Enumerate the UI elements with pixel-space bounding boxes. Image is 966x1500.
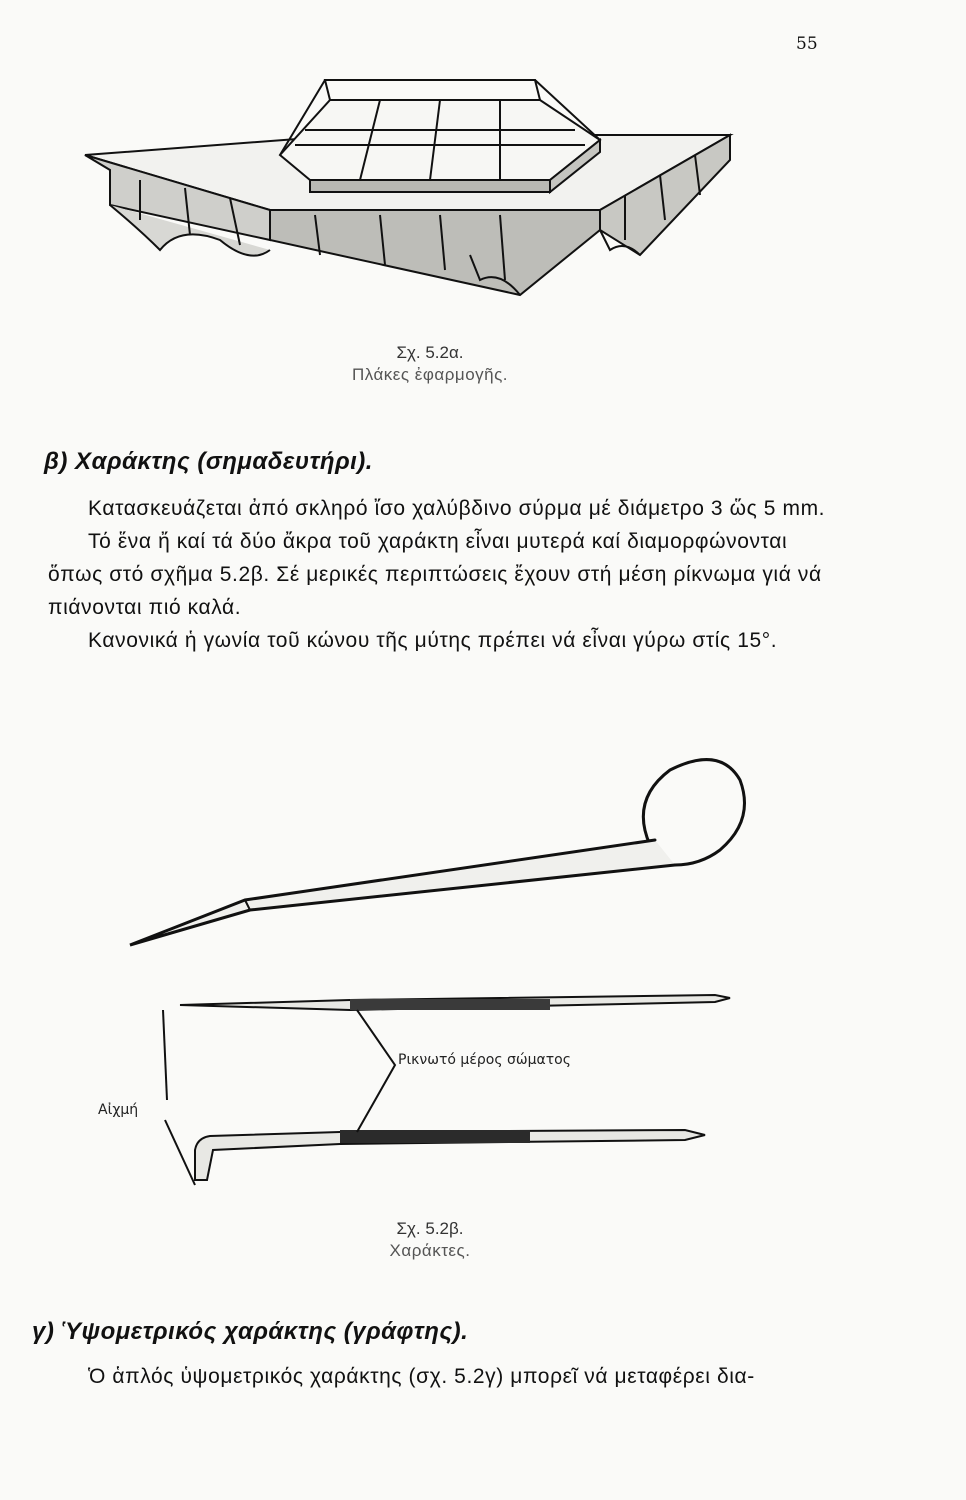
upper-knurl (350, 999, 550, 1010)
label-tip: Αἰχμή (98, 1102, 139, 1118)
label-knurled-body: Ρικνωτό μέρος σώματος (398, 1052, 571, 1068)
figure-a-title: Πλάκες ἐφαρμογῆς. (351, 365, 509, 384)
section-b-heading: β) Χαράκτης (σημαδευτήρι). (44, 448, 373, 475)
paragraph-c: Ὁ ἁπλός ὑψομετρικός χαράκτης (σχ. 5.2γ) μπορεῖ νά μεταφέρει δια- (88, 1365, 755, 1388)
figure-surface-plates (80, 80, 760, 320)
figure-b-caption (330, 1218, 530, 1262)
small-plate-top (280, 100, 600, 180)
figure-b-number: Σχ. 5.2β. (396, 1219, 464, 1238)
section-c-body (48, 1360, 848, 1393)
section-c-heading: γ) Ὑψομετρικός χαράκτης (γράφτης). (32, 1318, 469, 1345)
lower-knurl (340, 1130, 530, 1143)
paragraph-3: Κανονικά ἡ γωνία τοῦ κώνου τῆς μύτης πρέπει νά εἶναι γύρω στίς 15°. (88, 629, 778, 652)
figure-b-title: Χαράκτες. (389, 1241, 471, 1260)
figure-scriber-hooked (110, 740, 750, 960)
section-b-body (48, 492, 838, 657)
figure-a-number: Σχ. 5.2α. (396, 343, 464, 362)
scriber-shaft (130, 840, 675, 945)
paragraph-2: Τό ἕνα ἤ καί τά δύο ἄκρα τοῦ χαράκτη εἶναι μυτερά καί διαμορφώνονται ὅπως στό σχῆμα 5.2β. Σέ μερικές περιπτώσεις ἔχουν στή μέση ρίκνωμα γιά νά πιάνονται πιό καλά. (48, 530, 822, 619)
paragraph-1: Κατασκευάζεται ἀπό σκληρό ἴσο χαλύβδινο σύρμα μέ διάμετρο 3 ὥς 5 mm. (88, 497, 826, 520)
page-number: 55 (796, 34, 818, 54)
figure-a-caption (300, 342, 560, 386)
small-plate-front (310, 180, 550, 192)
figure-scribers-straight (95, 980, 735, 1210)
